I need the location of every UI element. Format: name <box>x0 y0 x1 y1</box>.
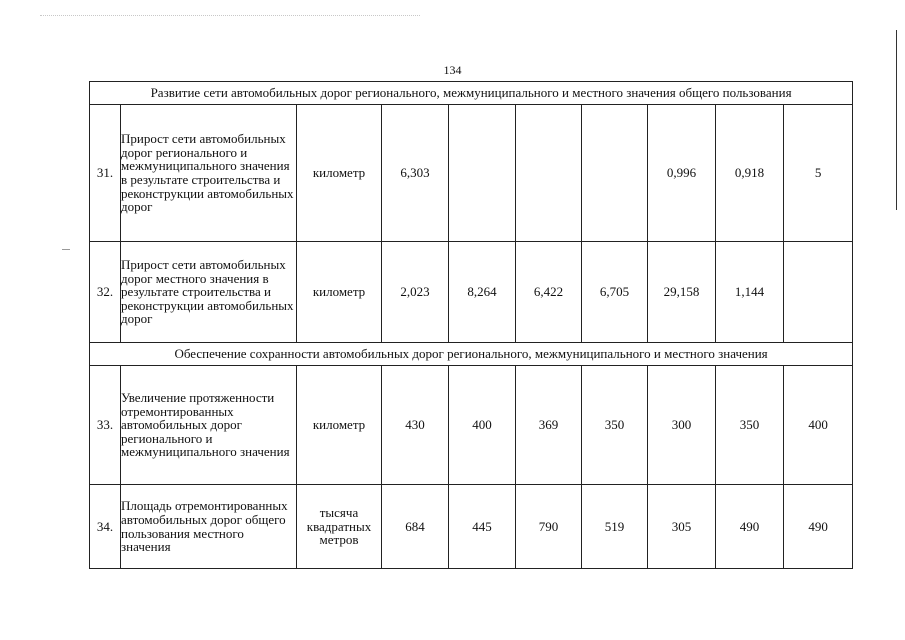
indicator-name: Площадь отремонтированных автомобильных дорог общего пользования местного значения <box>121 485 297 569</box>
value-cell: 400 <box>784 366 853 485</box>
value-cell: 1,144 <box>716 242 784 343</box>
value-cell: 0,996 <box>648 105 716 242</box>
value-cell: 6,303 <box>382 105 449 242</box>
indicators-table <box>89 81 853 569</box>
value-cell: 519 <box>582 485 648 569</box>
value-cell: 369 <box>516 366 582 485</box>
value-cell: 684 <box>382 485 449 569</box>
value-cell: 6,705 <box>582 242 648 343</box>
value-cell: 5 <box>784 105 853 242</box>
value-cell: 790 <box>516 485 582 569</box>
unit-cell: километр <box>297 366 382 485</box>
scan-edge-line <box>896 30 897 210</box>
indicator-name: Прирост сети автомобильных дорог регионального и межмуниципального значения в результате строительства и реконструкции автомобильных дорог <box>121 105 297 242</box>
section-header-row <box>90 82 853 105</box>
scan-mark <box>62 249 70 250</box>
value-cell <box>516 105 582 242</box>
value-cell: 2,023 <box>382 242 449 343</box>
page-number: 134 <box>443 63 462 77</box>
value-cell: 430 <box>382 366 449 485</box>
value-cell: 29,158 <box>648 242 716 343</box>
row-number: 34. <box>90 485 121 569</box>
value-cell: 400 <box>449 366 516 485</box>
section-title: Развитие сети автомобильных дорог регионального, межмуниципального и местного значения общего пользования <box>90 82 853 105</box>
value-cell: 445 <box>449 485 516 569</box>
table-row <box>90 242 853 343</box>
unit-cell: километр <box>297 242 382 343</box>
scan-artifact-top <box>40 15 420 18</box>
table-row <box>90 105 853 242</box>
table-row <box>90 485 853 569</box>
table-row <box>90 366 853 485</box>
unit-cell: километр <box>297 105 382 242</box>
value-cell: 6,422 <box>516 242 582 343</box>
value-cell: 8,264 <box>449 242 516 343</box>
value-cell: 305 <box>648 485 716 569</box>
row-number: 32. <box>90 242 121 343</box>
indicator-name: Прирост сети автомобильных дорог местного значения в результате строительства и реконструкции автомобильных дорог <box>121 242 297 343</box>
value-cell: 490 <box>716 485 784 569</box>
section-title: Обеспечение сохранности автомобильных дорог регионального, межмуниципального и местного значения <box>90 343 853 366</box>
value-cell <box>449 105 516 242</box>
row-number: 33. <box>90 366 121 485</box>
value-cell <box>784 242 853 343</box>
value-cell: 490 <box>784 485 853 569</box>
value-cell: 350 <box>716 366 784 485</box>
value-cell: 350 <box>582 366 648 485</box>
section-header-row <box>90 343 853 366</box>
value-cell <box>582 105 648 242</box>
unit-cell: тысяча квадратных метров <box>297 485 382 569</box>
row-number: 31. <box>90 105 121 242</box>
indicator-name: Увеличение протяженности отремонтированных автомобильных дорог регионального и межмуниципального значения <box>121 366 297 485</box>
value-cell: 300 <box>648 366 716 485</box>
value-cell: 0,918 <box>716 105 784 242</box>
